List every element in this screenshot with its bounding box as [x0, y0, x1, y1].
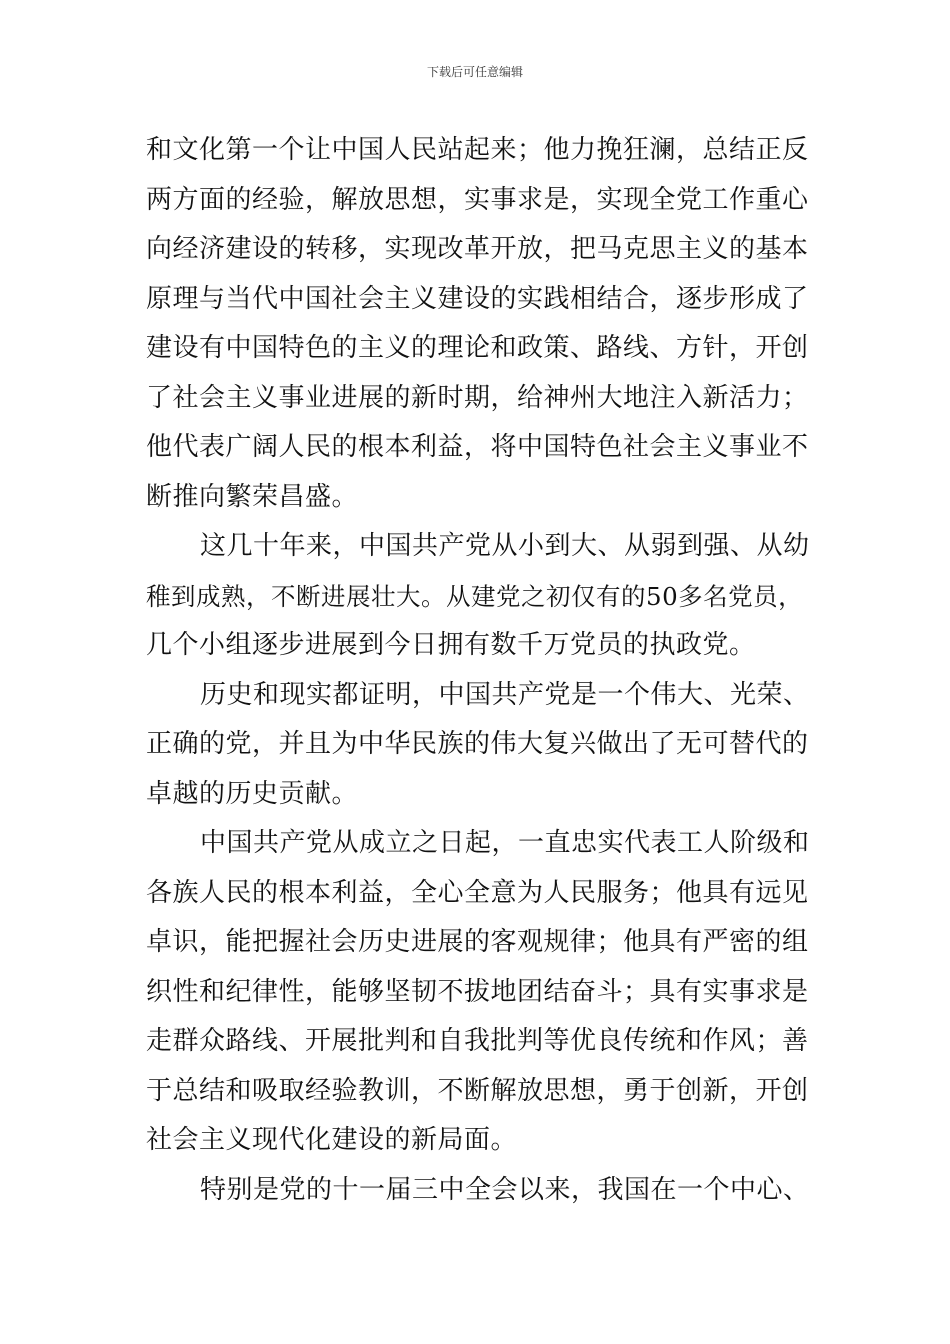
text-line: 原理与当代中国社会主义建设的实践相结合，逐步形成了: [146, 283, 809, 314]
text-line: 各族人民的根本利益，全心全意为人民服务；他具有远见: [146, 877, 809, 908]
text-line: 特别是党的十一届三中全会以来，我国在一个中心、: [200, 1174, 810, 1205]
paragraph: [146, 522, 810, 671]
paragraph: [146, 1166, 810, 1216]
text-line: 了社会主义事业进展的新时期，给神州大地注入新活力；: [146, 382, 809, 413]
paragraph: [146, 819, 810, 1166]
text-line: 建设有中国特色的主义的理论和政策、路线、方针，开创: [146, 333, 809, 363]
text-line: 社会主义现代化建设的新局面。: [146, 1125, 518, 1155]
page-header: 下载后可任意编辑: [426, 65, 523, 79]
paragraph: [146, 671, 810, 820]
text-line: 断推向繁荣昌盛。: [146, 481, 359, 512]
document-body: [146, 126, 810, 1215]
text-line: 向经济建设的转移，实现改革开放，把马克思主义的基本: [146, 234, 809, 264]
paragraph: [146, 126, 810, 522]
text-line: 织性和纪律性，能够坚韧不拔地团结奋斗；具有实事求是: [146, 976, 809, 1007]
text-line: 和文化第一个让中国人民站起来；他力挽狂澜，总结正反: [146, 135, 809, 165]
text-line: 于总结和吸取经验教训，不断解放思想，勇于创新，开创: [146, 1075, 809, 1106]
text-line: 他代表广阔人民的根本利益，将中国特色社会主义事业不: [146, 432, 809, 462]
text-line: 几个小组逐步进展到今日拥有数千万党员的执政党。: [146, 630, 756, 660]
text-line: 中国共产党从成立之日起，一直忠实代表工人阶级和: [200, 828, 810, 858]
text-line: 历史和现实都证明，中国共产党是一个伟大、光荣、: [200, 679, 810, 710]
text-line: 卓识，能把握社会历史进展的客观规律；他具有严密的组: [146, 927, 809, 957]
text-line: 正确的党，并且为中华民族的伟大复兴做出了无可替代的: [146, 729, 809, 759]
text-line: 稚到成熟，不断进展壮大。从建党之初仅有的50多名党员，: [146, 581, 804, 611]
text-line: 这几十年来，中国共产党从小到大、从弱到强、从幼: [200, 531, 810, 561]
text-line: 走群众路线、开展批判和自我批判等优良传统和作风；善: [146, 1026, 809, 1056]
text-line: 两方面的经验，解放思想，实事求是，实现全党工作重心: [146, 184, 809, 215]
text-line: 卓越的历史贡献。: [146, 778, 359, 809]
